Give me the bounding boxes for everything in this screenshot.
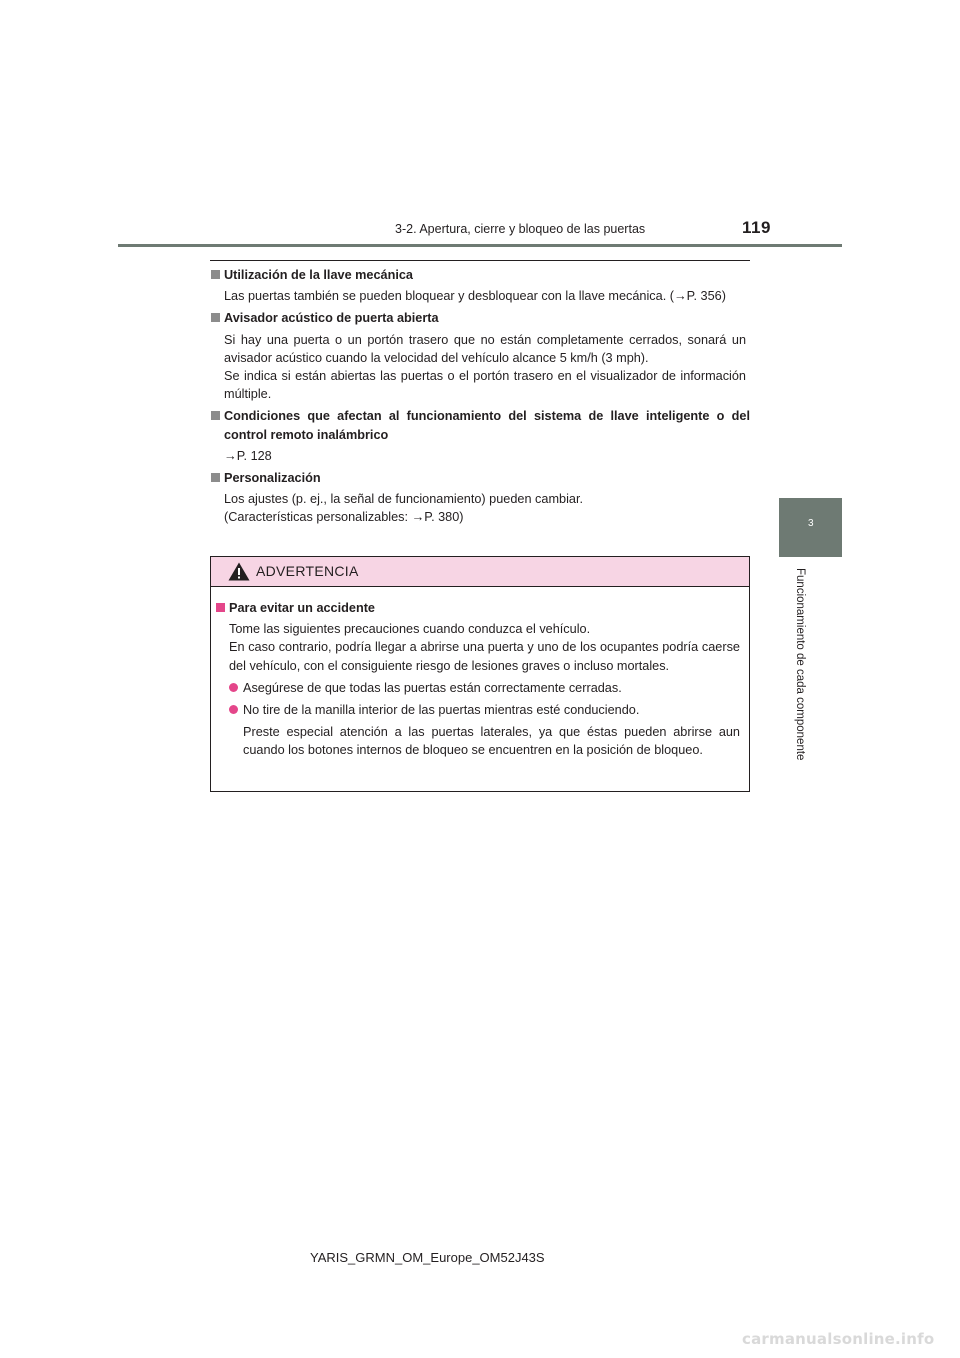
section-smart-key-conditions [210,407,750,465]
watermark: carmanualsonline.info [742,1330,935,1348]
chapter-label: Funcionamiento de cada componente [794,568,806,761]
section-door-buzzer [210,309,750,403]
section-mechanical-key [210,266,750,305]
warning-triangle-icon [228,562,250,581]
square-bullet-icon [211,270,220,279]
circle-bullet-icon [229,705,238,714]
header-rule [118,244,842,247]
section-body: →P. 128 [224,448,272,463]
warning-bullet-continuation: Preste especial atención a las puertas laterales, ya que éstas pueden abrirse aun cuando los botones internos de bloqueo se encuentren en la posición de bloqueo. [243,725,740,758]
warning-header [211,557,749,587]
warning-bullet: Asegúrese de que todas las puertas están correctamente cerradas. [215,679,740,697]
section-title: Utilización de la llave mecánica [210,266,750,284]
warning-box [210,556,750,792]
section-body: Las puertas también se pueden bloquear y desbloquear con la llave mecánica. (→P. 356) [224,289,726,304]
footer-doc-code: YARIS_GRMN_OM_Europe_OM52J43S [310,1250,545,1265]
square-bullet-icon [211,411,220,420]
section-title: Personalización [210,469,750,487]
chapter-number: 3 [808,518,814,529]
section-title: Avisador acústico de puerta abierta [210,309,750,327]
section-title: Condiciones que afectan al funcionamiento del sistema de llave inteligente o del control remoto inalámbrico [210,407,750,443]
warning-body: Tome las siguientes precauciones cuando conduzca el vehículo. En caso contrario, podría llegar a abrirse una puerta y uno de los ocupantes podría caerse del vehículo, con el consiguiente riesgo de lesiones graves o incluso mortales. [229,622,740,673]
content-top-rule [210,260,750,261]
warning-content [211,587,749,760]
section-body: Si hay una puerta o un portón trasero que no están completamente cerrados, sonará un avisador acústico cuando la velocidad del vehículo alcance 5 km/h (3 mph). Se indica si están abiertas las puertas o el portón trasero en el visualizador de información múltiple. [224,332,746,402]
section-body: Los ajustes (p. ej., la señal de funcionamiento) pueden cambiar. (Características personalizables: →P. 380) [224,492,583,525]
warning-bullet: No tire de la manilla interior de las puertas mientras esté conduciendo. [215,701,740,719]
square-bullet-icon [216,603,225,612]
page-number: 119 [742,218,771,237]
circle-bullet-icon [229,683,238,692]
section-customization [210,469,750,527]
warning-item-title: Para evitar un accidente [215,599,740,617]
chapter-tab [779,498,842,557]
main-content [210,266,750,531]
header-section-title: 3-2. Apertura, cierre y bloqueo de las puertas [395,222,646,236]
square-bullet-icon [211,473,220,482]
square-bullet-icon [211,313,220,322]
warning-label: ADVERTENCIA [256,563,359,579]
